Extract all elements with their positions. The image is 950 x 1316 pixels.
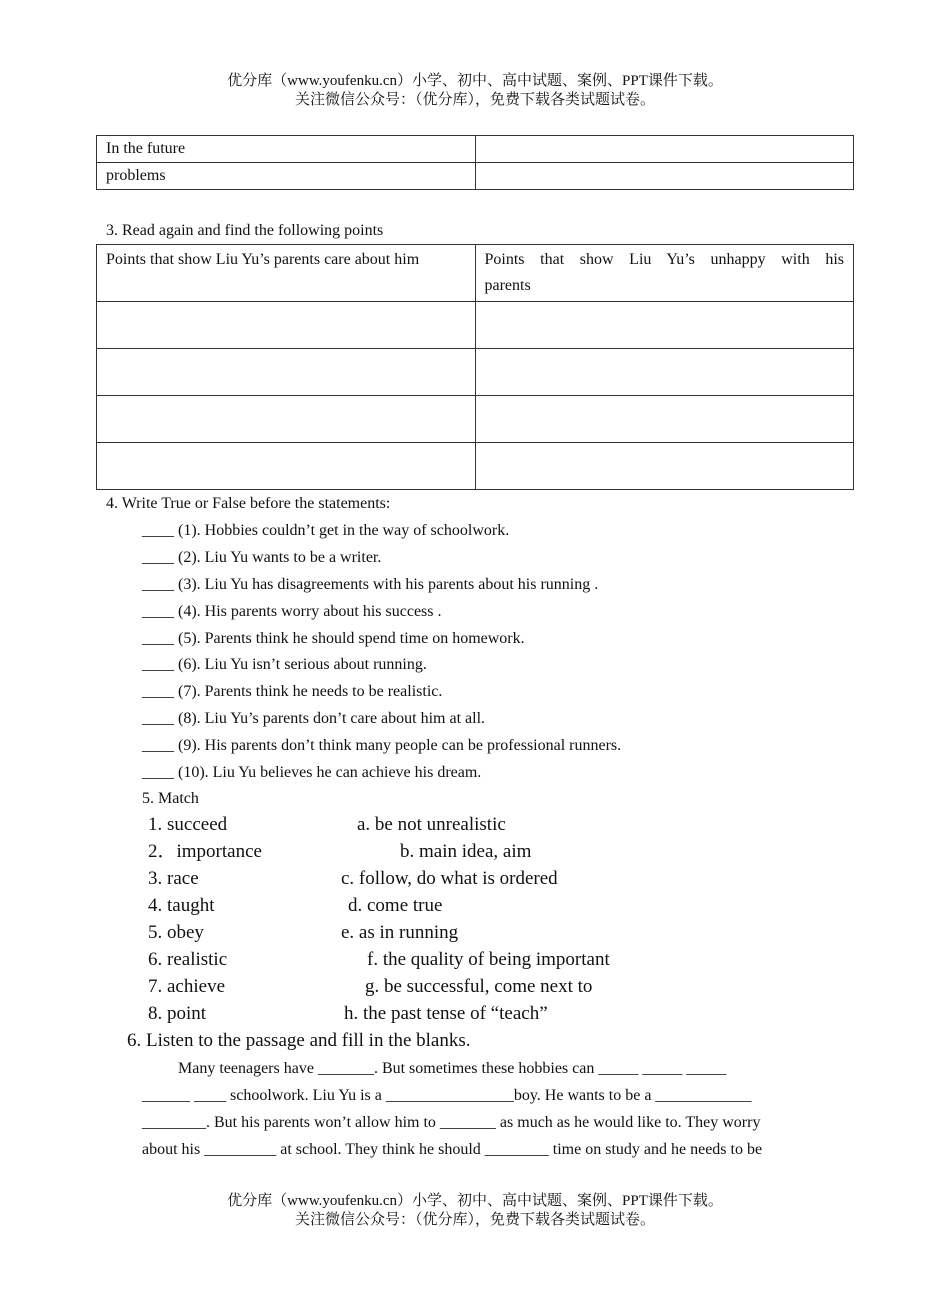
section-6-title: 6. Listen to the passage and fill in the blanks. [127,1030,471,1051]
table-header-row [97,245,854,302]
table-cell-label: problems [97,163,476,190]
match-definition: f. the quality of being important [367,949,610,970]
passage-line: ________. But his parents won’t allow him to _______ as much as he would like to. They worry [142,1114,761,1131]
answer-cell[interactable] [97,349,476,396]
section-5-title: 5. Match [142,790,199,807]
match-word: 1. succeed [148,814,228,835]
match-definition: e. as in running [341,922,459,943]
table-row [97,396,854,443]
match-definition: b. main idea, aim [400,841,532,862]
table-row [97,163,854,190]
fill-in-passage [142,1055,842,1163]
table-row [97,302,854,349]
answer-cell[interactable] [97,302,476,349]
passage-line: Many teenagers have _______. But sometimes these hobbies can _____ _____ _____ [178,1060,727,1077]
match-word: 5. obey [148,922,204,943]
true-false-item: ____ (3). Liu Yu has disagreements with his parents about his running . [142,576,599,593]
match-definition: a. be not unrealistic [357,814,506,835]
true-false-item: ____ (8). Liu Yu’s parents don’t care about him at all. [142,710,486,727]
table-row [97,349,854,396]
table-cell-answer[interactable] [475,136,854,163]
match-word: 6. realistic [148,949,228,970]
column-header-unhappy-line-2: parents [484,277,531,294]
true-false-item: ____ (5). Parents think he should spend time on homework. [142,630,525,647]
passage-line: ______ ____ schoolwork. Liu Yu is a ________________boy. He wants to be a ____________ [142,1087,752,1104]
table-row [97,443,854,490]
match-definition: c. follow, do what is ordered [341,868,558,889]
match-word: 2．importance [148,841,262,862]
true-false-item: ____ (2). Liu Yu wants to be a writer. [142,549,382,566]
answer-cell[interactable] [475,396,854,443]
header-line-1: 优分库（www.youfenku.cn）小学、初中、高中试题、案例、PPT课件下载。 [227,73,723,89]
section-3-title: 3. Read again and find the following points [106,222,384,239]
match-word: 4. taught [148,895,215,916]
answer-cell[interactable] [475,443,854,490]
answer-cell[interactable] [97,396,476,443]
true-false-item: ____ (7). Parents think he needs to be realistic. [142,683,443,700]
points-table [96,244,854,490]
header-line-2: 关注微信公众号：（优分库），免费下载各类试题试卷。 [294,92,655,108]
section-4-title: 4. Write True or False before the statements: [106,495,391,512]
match-word: 8. point [148,1003,207,1024]
match-definition: g. be successful, come next to [365,976,593,997]
answer-cell[interactable] [97,443,476,490]
true-false-item: ____ (4). His parents worry about his success . [142,603,442,620]
table-cell-label: In the future [97,136,476,163]
answer-cell[interactable] [475,349,854,396]
column-header-care: Points that show Liu Yu’s parents care about him [97,245,476,302]
passage-line: about his _________ at school. They think he should ________ time on study and he needs to be [142,1141,763,1158]
column-header-unhappy-line-1: Points that show Liu Yu’s unhappy with his [484,251,844,268]
footer-line-2: 关注微信公众号：（优分库），免费下载各类试题试卷。 [294,1212,655,1228]
table-cell-answer[interactable] [475,163,854,190]
match-word: 7. achieve [148,976,226,997]
footer-line-1: 优分库（www.youfenku.cn）小学、初中、高中试题、案例、PPT课件下载。 [227,1193,723,1209]
answer-cell[interactable] [475,302,854,349]
true-false-item: ____ (10). Liu Yu believes he can achieve his dream. [142,764,482,781]
match-definition: d. come true [348,895,443,916]
true-false-item: ____ (6). Liu Yu isn’t serious about running. [142,656,427,673]
table-row [97,136,854,163]
true-false-item: ____ (9). His parents don’t think many people can be professional runners. [142,737,622,754]
page-footer [0,1192,950,1230]
true-false-item: ____ (1). Hobbies couldn’t get in the way of schoolwork. [142,522,510,539]
match-definition: h. the past tense of “teach” [344,1003,548,1024]
match-word: 3. race [148,868,199,889]
page-header [0,72,950,110]
column-header-unhappy [475,245,854,302]
future-problems-table [96,135,854,190]
